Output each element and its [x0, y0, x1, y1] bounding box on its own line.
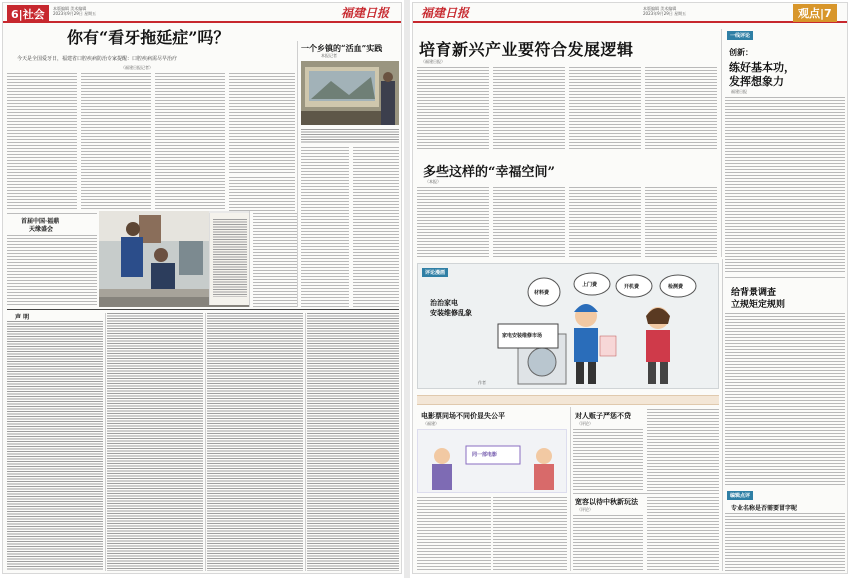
notice-col-2: [107, 313, 203, 571]
column-rule: [205, 313, 206, 571]
lead-text-col-4: [229, 73, 295, 173]
main-text-col-2: [493, 67, 565, 151]
masthead-logo: 福建日报: [341, 6, 390, 20]
column-rule: [105, 313, 106, 571]
column-kicker: 创新：: [729, 47, 753, 57]
header-meta: 本版编辑 美术编辑 2023年9月29日 星期五: [643, 6, 687, 16]
column-rule: [722, 259, 723, 571]
notice-col-3: [207, 313, 303, 571]
photo-caption-lines: [301, 129, 399, 143]
second-byline: （本报）: [425, 179, 441, 184]
feature-byline: 本报记者: [321, 53, 337, 58]
photo-caption-box: [209, 213, 249, 305]
bottom-byline-2: （评论）: [577, 421, 593, 426]
column-rule: [249, 211, 250, 307]
editor-note-text: [725, 513, 845, 571]
second-text-col-1: [417, 187, 489, 257]
cartoon-title-1: 治治家电: [430, 298, 458, 307]
page-7: [412, 2, 848, 574]
cartoon-sign: 家电安装维修市场: [502, 333, 543, 339]
editor-note-headline: 专业名称是否需要冒字呢: [731, 505, 798, 512]
sidebar-rule: [7, 213, 97, 214]
bubble-test-fee: 检测费: [668, 284, 684, 290]
column-rule: [297, 41, 298, 307]
bubble-material-fee: 材料费: [534, 290, 550, 296]
page-6-header: [3, 3, 401, 23]
feature-text-col-2: [353, 147, 399, 307]
bottom-text-1b: [493, 497, 567, 571]
right-article-headline-2: 立规矩定规则: [731, 300, 786, 310]
column-headline-1: 练好基本功，: [729, 61, 795, 74]
bottom-text-2b: [647, 409, 719, 491]
editor-tag: 编辑点评: [727, 491, 753, 500]
cartoon-author: 作者: [478, 380, 486, 385]
feature-text-col-1: [301, 147, 349, 307]
bottom-text-3a: [573, 515, 643, 571]
notice-label: 声 明: [15, 314, 30, 321]
movie-ticket-cartoon: [417, 429, 567, 493]
lead-text-col-2: [81, 73, 151, 211]
sidebar-headline-1: 首届中国·福鼎: [21, 218, 60, 225]
right-article-headline-1: 给背景调查: [731, 288, 777, 298]
bottom-headline-1: 电影票同场不同价显失公平: [421, 411, 505, 420]
second-text-col-4: [645, 187, 717, 257]
sidebar-text: [7, 235, 97, 307]
sidebar-headline-2: 天缘盛会: [29, 226, 54, 233]
main-text-col-1: [417, 67, 489, 151]
ticket-label: 同一部电影: [472, 452, 498, 458]
column-headline-2: 发挥想象力: [729, 75, 784, 88]
cartoon-panel: [417, 263, 719, 389]
header-meta: 本版编辑 美术编辑 2023年9月29日 星期五: [53, 6, 97, 16]
second-headline: 多些这样的“幸福空间”: [423, 165, 555, 180]
lead-text-col-5: [253, 213, 297, 307]
main-byline: （福建日报）: [421, 59, 445, 64]
column-rule: [305, 313, 306, 571]
bottom-byline-3: （评论）: [577, 507, 593, 512]
bubble-visit-fee: 上门费: [582, 282, 598, 288]
column-tag: 一线评论: [727, 31, 753, 40]
right-article-text: [725, 313, 845, 485]
notice-rule: [7, 309, 399, 310]
second-text-col-3: [569, 187, 641, 257]
lead-byline: （福建日报记者）: [121, 65, 153, 70]
column-divider: [725, 277, 845, 278]
masthead-logo: 福建日报: [421, 6, 470, 20]
lead-text-col-4b: [229, 177, 295, 211]
bottom-byline-1: （福建）: [423, 421, 439, 426]
column-rule: [721, 29, 722, 257]
cartoon-tag: 评论漫画: [422, 268, 448, 277]
lead-text-col-3: [155, 73, 225, 211]
notice-col-1: [7, 321, 103, 571]
feature-headline: 一个乡镇的“活血”实践: [301, 43, 383, 53]
lead-headline: 你有“看牙拖延症”吗？: [67, 28, 230, 47]
bottom-headline-3: 宽容以待中秋新玩法: [575, 497, 638, 506]
notice-col-4: [307, 313, 399, 571]
bottom-divider: [573, 493, 719, 494]
cartoon-title-2: 安装维修乱象: [430, 308, 472, 317]
photo-caption-text: [213, 219, 247, 297]
main-headline: 培育新兴产业要符合发展逻辑: [419, 40, 634, 59]
lead-subhead: 今天是全国爱牙日，福建省口腔疾病防治专家提醒：口腔疾病需尽早治疗: [17, 56, 178, 62]
town-street-photo: [301, 61, 399, 125]
second-text-col-2: [493, 187, 565, 257]
bottom-headline-2: 对人贩子严惩不贷: [575, 411, 631, 420]
column-rule: [570, 407, 571, 571]
page-7-header: [413, 3, 847, 23]
main-text-col-3: [569, 67, 641, 151]
lead-text-col-1: [7, 73, 77, 211]
bottom-text-3b: [647, 497, 719, 571]
column-byline: 福建日报: [731, 89, 747, 94]
page-gutter: [404, 0, 410, 578]
section-label: 观点|7: [793, 4, 837, 22]
news-band: [417, 395, 719, 405]
bubble-startup-fee: 开机费: [624, 284, 640, 290]
bottom-text-1a: [417, 497, 491, 571]
column-text: [725, 97, 845, 273]
bottom-text-2a: [573, 429, 643, 491]
page-number: 6|社会: [7, 5, 49, 23]
page-6: [2, 2, 402, 574]
main-text-col-4: [645, 67, 717, 151]
